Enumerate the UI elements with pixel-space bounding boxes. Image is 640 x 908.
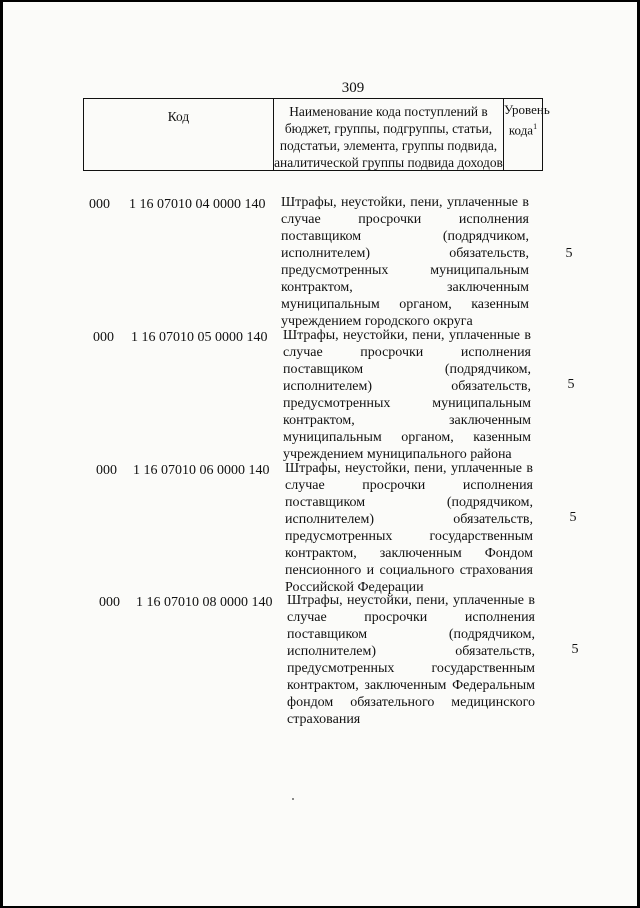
row-name: Штрафы, неустойки, пени, уплаченные в случае просрочки исполнения поставщиком (подрядчиком, исполнителем) обязательств, предусмотренных муниципальным контрактом, заключенным муниципальным органом, казенным учреждением муниципального района — [283, 328, 531, 462]
row-name: Штрафы, неустойки, пени, уплаченные в случае просрочки исполнения поставщиком (подрядчиком, исполнителем) обязательств, предусмотренных муниципальным контрактом, заключенным муниципальным органом, казенным учреждением городского округа — [281, 195, 529, 329]
row-level: 5 — [565, 246, 573, 261]
row-code: 1 16 07010 06 0000 140 — [133, 463, 270, 478]
document-page — [3, 2, 637, 906]
row-level: 5 — [567, 377, 575, 392]
row-level: 5 — [569, 510, 577, 525]
row-name: Штрафы, неустойки, пени, уплаченные в случае просрочки исполнения поставщиком (подрядчиком, исполнителем) обязательств, предусмотренных государственным контрактом, заключенным Федеральным фондом обязательного медицинского страхования — [287, 593, 535, 727]
scan-speck — [292, 798, 294, 800]
header-code: Код — [83, 99, 273, 170]
row-prefix: 000 — [99, 595, 120, 610]
row-code: 1 16 07010 05 0000 140 — [131, 330, 268, 345]
header-level — [503, 99, 550, 170]
row-code: 1 16 07010 04 0000 140 — [129, 197, 266, 212]
header-level-label: Уровень кода — [504, 102, 550, 138]
row-prefix: 000 — [93, 330, 114, 345]
row-prefix: 000 — [89, 197, 110, 212]
table-header — [83, 98, 550, 171]
row-name: Штрафы, неустойки, пени, уплаченные в случае просрочки исполнения поставщиком (подрядчиком, исполнителем) обязательств, предусмотренных государственным контрактом, заключенным Фондом пенсионного и социального страхования Российской Федерации — [285, 461, 533, 595]
row-prefix: 000 — [96, 463, 117, 478]
footnote-mark: 1 — [533, 122, 538, 131]
row-level: 5 — [571, 642, 579, 657]
row-code: 1 16 07010 08 0000 140 — [136, 595, 273, 610]
header-name: Наименование кода поступлений в бюджет, группы, подгруппы, статьи, подстатьи, элемента, группы подвида, аналитической группы подвида доходов — [273, 99, 503, 170]
page-number: 309 — [341, 80, 365, 96]
